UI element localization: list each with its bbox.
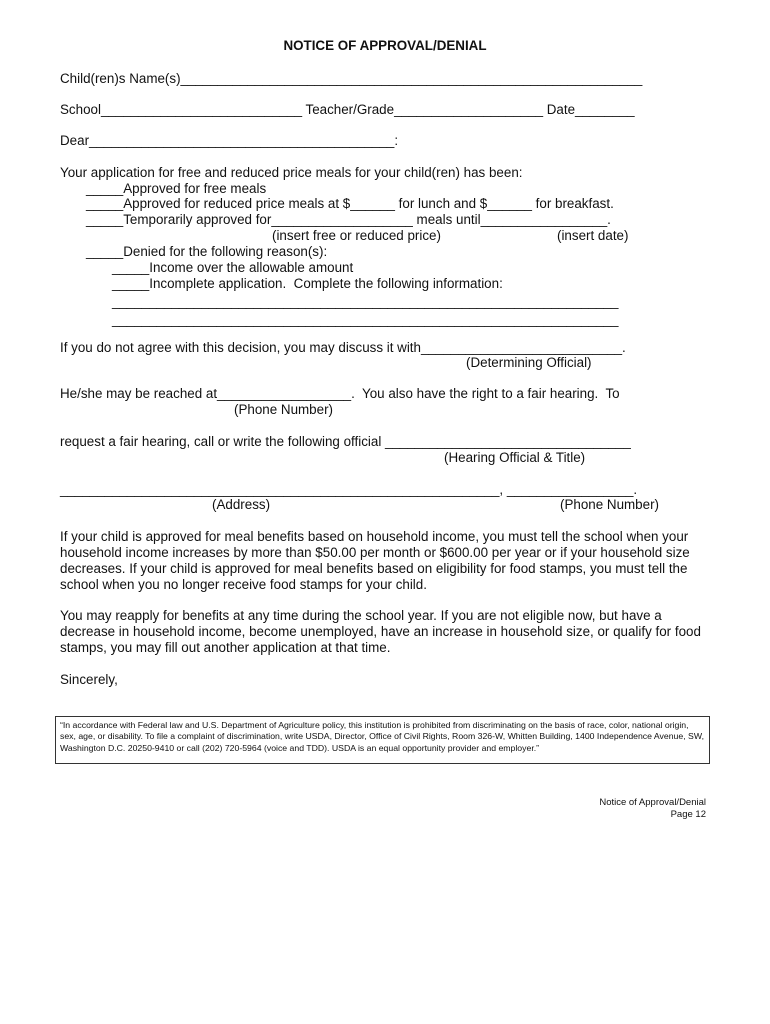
closing: Sincerely,: [60, 672, 118, 687]
determining-official-label: (Determining Official): [466, 355, 592, 370]
address-phone-line: ___________________________________________________________, _________________.: [60, 482, 638, 497]
option-temporarily-approved: _____Temporarily approved for___________________ meals until_________________.: [86, 212, 611, 227]
option-approved-reduced: _____Approved for reduced price meals at $______ for lunch and $______ for breakfast.: [86, 196, 614, 211]
dear-field: Dear_________________________________________:: [60, 133, 399, 148]
request-hearing-line: request a fair hearing, call or write the following official _________________________________: [60, 434, 631, 449]
address-label: (Address): [212, 497, 271, 512]
blank-line: ____________________________________________________________________: [112, 294, 619, 309]
reapply-paragraph: You may reapply for benefits at any time during the school year. If you are not eligible now, but have a decrease in household income, become unemployed, have an increase in household size, or qualify for food stamps, you may fill out another application at that time.: [60, 608, 701, 655]
footer-doc-name: Notice of Approval/Denial: [599, 797, 706, 808]
nondiscrimination-statement: “In accordance with Federal law and U.S. Department of Agriculture policy, this institution is prohibited from discriminating on the basis of race, color, national origin, sex, age, or disability. To file a complaint of discrimination, write USDA, Director, Office of Civil Rights, Room 326-W, Whitten Building, 1400 Independence Avenue, SW, Washington D.C. 20250-9410 or call (202) 720-5964 (voice and TDD). USDA is an equal opportunity provider and employer.”: [55, 716, 710, 764]
reason-income-over: _____Income over the allowable amount: [112, 260, 354, 275]
discuss-line: If you do not agree with this decision, you may discuss it with___________________________.: [60, 340, 626, 355]
reason-incomplete: _____Incomplete application. Complete the following information:: [112, 276, 503, 291]
blank-line: ____________________________________________________________________: [112, 312, 619, 327]
option-denied: _____Denied for the following reason(s):: [86, 244, 328, 259]
insert-free-reduced-label: (insert free or reduced price): [272, 228, 441, 243]
phone-number-label-2: (Phone Number): [560, 497, 659, 512]
insert-date-label: (insert date): [557, 228, 629, 243]
phone-number-label: (Phone Number): [234, 402, 333, 417]
application-intro: Your application for free and reduced price meals for your child(ren) has been:: [60, 165, 523, 180]
children-names-field: Child(ren)s Name(s)______________________________________________________________: [60, 71, 643, 86]
page-title: NOTICE OF APPROVAL/DENIAL: [283, 38, 487, 53]
option-approved-free: _____Approved for free meals: [86, 181, 267, 196]
reached-line: He/she may be reached at__________________. You also have the right to a fair hearing. To: [60, 386, 620, 401]
income-notice-paragraph: If your child is approved for meal benefits based on household income, you must tell the school when your household income increases by more than $50.00 per month or $600.00 per year or if your household size decreases. If your child is approved for meal benefits based on eligibility for food stamps, you must tell the school when you no longer receive food stamps for your child.: [60, 529, 690, 592]
footer-page-number: Page 12: [670, 809, 706, 820]
school-teacher-date-field: School___________________________ Teacher/Grade____________________ Date________: [60, 102, 635, 117]
hearing-official-label: (Hearing Official & Title): [444, 450, 586, 465]
